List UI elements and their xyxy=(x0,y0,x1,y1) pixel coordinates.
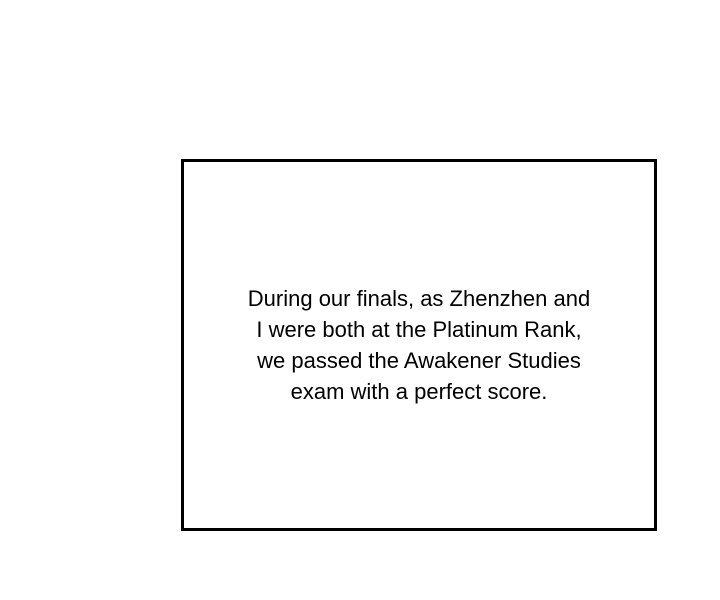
caption-line: we passed the Awakener Studies xyxy=(257,348,581,373)
caption-line: exam with a perfect score. xyxy=(290,379,548,404)
caption-line: I were both at the Platinum Rank, xyxy=(256,317,582,342)
caption-line: During our finals, as Zhenzhen and xyxy=(247,286,591,311)
narration-caption xyxy=(248,283,590,407)
narration-panel xyxy=(181,159,657,531)
